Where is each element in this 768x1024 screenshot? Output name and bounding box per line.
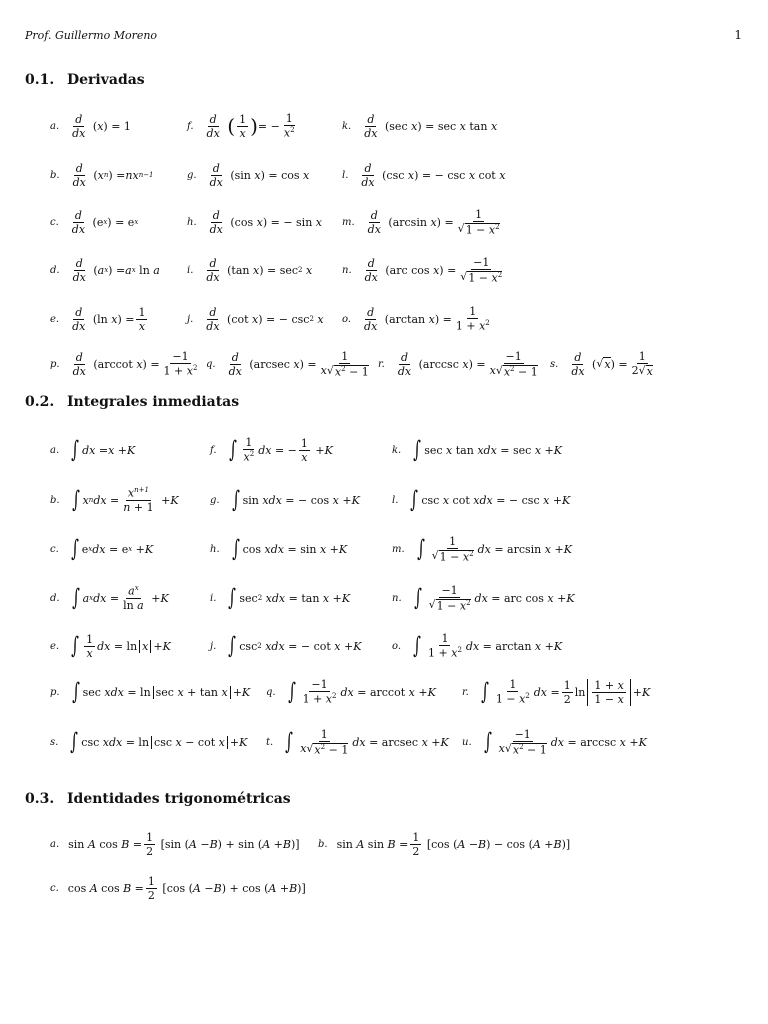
item-label: a. <box>50 444 60 456</box>
formula: $\frac{d}{dx}$ (tan x ) = sec 2 x <box>206 256 313 284</box>
item-label: p. <box>50 358 60 370</box>
item-label: b. <box>50 494 60 506</box>
derivative-item <box>550 342 657 386</box>
formula: ∫ 1 x √ $x^2 - 1$ dx = arcsec x + K <box>285 727 449 757</box>
formula: ∫ $\frac{1}{x^2}$ dx = − $\frac{1}{x}$ + K <box>228 436 333 464</box>
item-label: k. <box>392 444 402 456</box>
formula: ∫ $\frac{1}{1 - x^2}$ dx = $\frac{1}{2}$ ln $\frac{1 + x}{1 - x}$ + K <box>480 678 651 706</box>
item-label: c. <box>50 543 59 555</box>
formula: $\frac{d}{dx}$ (sec x ) = sec x tan x <box>364 112 498 140</box>
formula: $\frac{d}{dx}$ (e x ) = e x <box>71 208 139 236</box>
formula: $\frac{d}{dx}$ (sin x ) = cos x <box>209 161 310 189</box>
formula: ∫ $\frac{1}{1 + x^2}$ dx = arctan x + K <box>413 632 563 660</box>
section-title: Integrales inmediatas <box>67 394 240 410</box>
formula: sin A cos B = $\frac{1}{2}$ [sin ( A − B ) + sin ( A + B )] <box>68 830 300 858</box>
integral-item <box>462 720 647 764</box>
section-identidades <box>25 791 291 807</box>
derivative-item <box>50 153 154 197</box>
derivative-item <box>342 104 497 148</box>
formula: $\frac{d}{dx}$ ( √ x ) = 1 2 √ x <box>571 350 653 378</box>
item-label: l. <box>392 494 399 506</box>
item-label: c. <box>50 216 59 228</box>
formula: $\frac{d}{dx}$ (arccot x ) = $\frac{-1}{1 + x^2}$ <box>72 350 198 378</box>
derivative-item <box>378 342 542 386</box>
integral-item <box>210 428 333 472</box>
formula: ∫ a x dx = $\frac{a^x}{\text{ln a}}$ + K <box>71 584 169 612</box>
formula: ∫ −1 √ $1 - x^2$ dx = arc cos x + K <box>413 583 575 613</box>
integral-item <box>50 428 135 472</box>
item-label: n. <box>342 264 352 276</box>
item-label: s. <box>550 358 559 370</box>
integral-item <box>266 670 436 714</box>
derivative-item <box>187 153 309 197</box>
integral-item <box>50 670 250 714</box>
item-label: q. <box>266 686 276 698</box>
section-derivadas <box>25 72 145 88</box>
formula: $\frac{d}{dx}$ (ln x ) = $\frac{1}{x}$ <box>72 305 146 333</box>
formula: sin A sin B = $\frac{1}{2}$ [cos ( A − B ) − cos ( A + B )] <box>336 830 571 858</box>
formula: ∫ sec xdx = ln sec x + tan x + K <box>71 678 251 705</box>
integral-item <box>50 478 179 522</box>
derivative-item <box>187 200 322 244</box>
identity-item <box>50 822 300 866</box>
item-label: b. <box>318 838 328 850</box>
derivative-item <box>187 297 324 341</box>
item-label: e. <box>50 640 60 652</box>
item-label: j. <box>187 313 194 325</box>
formula: ∫ csc xdx = ln csc x − cot x + K <box>70 728 248 755</box>
section-integrales <box>25 394 239 410</box>
derivative-item <box>50 297 149 341</box>
derivative-item <box>342 297 494 341</box>
integral-item <box>210 527 347 571</box>
item-label: n. <box>392 592 402 604</box>
item-label: m. <box>342 216 355 228</box>
item-label: h. <box>187 216 197 228</box>
formula: $\frac{d}{dx}$ (csc x ) = − csc x cot x <box>361 161 506 189</box>
integral-item <box>50 576 169 620</box>
item-label: l. <box>342 169 349 181</box>
section-title: Identidades trigonométricas <box>67 791 291 807</box>
item-label: a. <box>50 838 60 850</box>
formula: ∫ csc x cot xdx = − csc x + K <box>410 486 571 513</box>
item-label: a. <box>50 120 60 132</box>
integral-item <box>50 624 171 668</box>
formula: $\frac{d}{dx}$ ( x n ) = nx n−1 <box>72 161 154 189</box>
integral-item <box>392 527 572 571</box>
section-number: 0.3. <box>25 791 55 807</box>
integral-item <box>266 720 449 764</box>
integral-item <box>210 478 360 522</box>
formula: ∫ sec x tan xdx = sec x + K <box>413 436 562 463</box>
derivative-item <box>50 104 131 148</box>
formula: ∫ −1 x √ $x^2 - 1$ dx = arccsc x + K <box>483 727 647 757</box>
item-label: d. <box>50 264 60 276</box>
derivative-item <box>342 248 506 292</box>
formula: ∫ e x dx = e x + K <box>70 535 154 562</box>
item-label: h. <box>210 543 220 555</box>
formula: ∫ dx = x + K <box>71 436 136 463</box>
formula: ∫ 1 √ $1 - x^2$ dx = arcsin x + K <box>416 534 572 564</box>
item-label: r. <box>462 686 469 698</box>
formula: ∫ $\frac{1}{x}$ dx = ln x + K <box>71 632 171 660</box>
integral-item <box>392 624 562 668</box>
item-label: m. <box>392 543 405 555</box>
item-label: o. <box>342 313 352 325</box>
integral-item <box>210 576 350 620</box>
item-label: q. <box>206 358 216 370</box>
page-number: 1 <box>734 28 742 42</box>
identity-item <box>318 822 570 866</box>
integral-item <box>392 428 562 472</box>
derivative-item <box>187 104 299 148</box>
item-label: e. <box>50 313 60 325</box>
formula: $\frac{d}{dx}$ (arccsc x ) = −1 x √ $x^2 - 1$ <box>397 349 538 379</box>
formula: $\frac{d}{dx}$ (arctan x ) = $\frac{1}{1 + x^2}$ <box>364 305 490 333</box>
item-label: f. <box>187 120 194 132</box>
derivative-item <box>342 200 504 244</box>
formula: ∫ csc 2 xdx = − cot x + K <box>228 632 362 659</box>
item-label: t. <box>266 736 274 748</box>
derivative-item <box>50 200 138 244</box>
item-label: c. <box>50 882 59 894</box>
item-label: g. <box>210 494 220 506</box>
formula: $\frac{d}{dx}$ ( a x ) = a x ln a <box>72 256 160 284</box>
item-label: i. <box>210 592 217 604</box>
item-label: o. <box>392 640 402 652</box>
section-number: 0.2. <box>25 394 55 410</box>
derivative-item <box>187 248 312 292</box>
integral-item <box>50 527 153 571</box>
section-title: Derivadas <box>67 72 145 88</box>
formula: $\frac{d}{dx}$ (arcsec x ) = 1 x √ $x^2 - 1$ <box>228 349 369 379</box>
formula: $\frac{d}{dx}$ (arc cos x ) = −1 √ $1 - x^2$ <box>364 255 503 285</box>
item-label: d. <box>50 592 60 604</box>
item-label: i. <box>187 264 194 276</box>
item-label: s. <box>50 736 59 748</box>
identity-item <box>50 866 306 910</box>
item-label: j. <box>210 640 217 652</box>
item-label: p. <box>50 686 60 698</box>
item-label: u. <box>462 736 472 748</box>
derivative-item <box>50 342 201 386</box>
derivative-item <box>206 342 373 386</box>
item-label: f. <box>210 444 217 456</box>
integral-item <box>462 670 650 714</box>
formula: ∫ cos xdx = sin x + K <box>231 535 348 562</box>
item-label: r. <box>378 358 385 370</box>
formula: $\frac{d}{dx}$ (arcsin x ) = 1 √ $1 - x^2$ <box>367 207 500 237</box>
section-number: 0.1. <box>25 72 55 88</box>
integral-item <box>210 624 361 668</box>
formula: ∫ sin xdx = − cos x + K <box>231 486 360 513</box>
formula: ∫ sec 2 xdx = tan x + K <box>228 584 351 611</box>
formula: ∫ x n dx = $\frac{x^{n+1}}{n + 1}$ + K <box>71 486 179 514</box>
formula: cos A cos B = $\frac{1}{2}$ [cos ( A − B ) + cos ( A + B )] <box>67 874 306 902</box>
derivative-item <box>50 248 160 292</box>
item-label: k. <box>342 120 352 132</box>
header-author: Prof. Guillermo Moreno <box>25 29 158 42</box>
integral-item <box>392 478 570 522</box>
integral-item <box>392 576 575 620</box>
item-label: b. <box>50 169 60 181</box>
derivative-item <box>342 153 505 197</box>
formula: $\frac{d}{dx}$ (cot x ) = − csc 2 x <box>206 305 324 333</box>
item-label: g. <box>187 169 197 181</box>
formula: ∫ $\frac{-1}{1 + x^2}$ dx = arccot x + K <box>287 678 436 706</box>
formula: $\frac{d}{dx}$ (cos x ) = − sin x <box>209 208 322 236</box>
integral-item <box>50 720 247 764</box>
formula: $\frac{d}{dx}$ ( $\frac{1}{x}$ ) = − $\frac{1}{x^2}$ <box>206 112 295 140</box>
formula: $\frac{d}{dx}$ ( x ) = 1 <box>72 112 131 140</box>
